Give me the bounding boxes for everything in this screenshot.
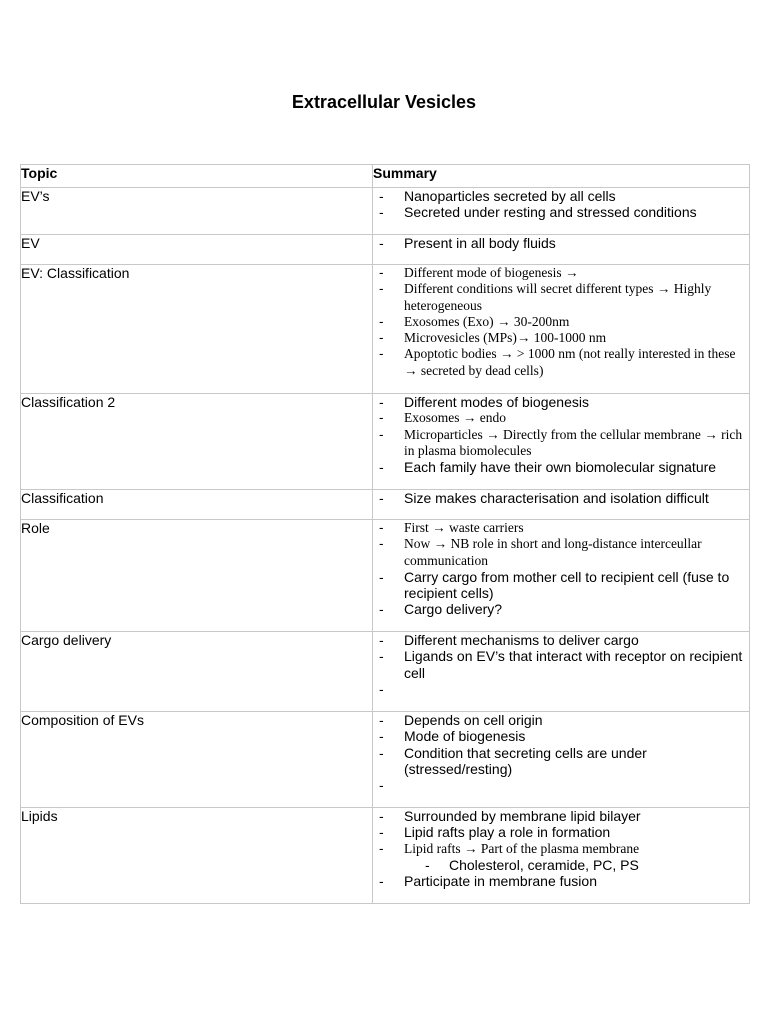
summary-list	[373, 265, 749, 379]
topic-column-header: Topic	[21, 165, 373, 188]
notes-table	[20, 164, 750, 904]
table-row	[21, 235, 750, 265]
sub-bullet-item: - Cholesterol, ceramide, PC, PS	[373, 857, 749, 873]
bullet-item: - Condition that secreting cells are under (stressed/resting)	[373, 745, 749, 778]
topic-cell: Classification 2	[21, 394, 373, 490]
bullet-item: - Different mode of biogenesis →	[373, 265, 749, 281]
table-row	[21, 808, 750, 904]
summary-list	[373, 394, 749, 475]
bullet-item: - Depends on cell origin	[373, 712, 749, 728]
bullet-item: - Cargo delivery?	[373, 601, 749, 617]
bullet-item: - Present in all body fluids	[373, 235, 749, 251]
bullet-item: - Apoptotic bodies → > 1000 nm (not really interested in these → secreted by dead cells)	[373, 346, 749, 379]
table-row	[21, 490, 750, 520]
bullet-item: - Each family have their own biomolecular signature	[373, 459, 749, 475]
topic-cell: EV’s	[21, 188, 373, 235]
summary-list	[373, 188, 749, 221]
bullet-item: - Carry cargo from mother cell to recipient cell (fuse to recipient cells)	[373, 569, 749, 602]
bullet-item: - Exosomes (Exo) → 30-200nm	[373, 314, 749, 330]
topic-cell: Lipids	[21, 808, 373, 904]
summary-list	[373, 235, 749, 251]
bullet-item	[373, 681, 749, 697]
bullet-item: - Microparticles → Directly from the cellular membrane → rich in plasma biomolecules	[373, 427, 749, 460]
bullet-item: - Microvesicles (MPs)→ 100-1000 nm	[373, 330, 749, 346]
topic-cell: Composition of EVs	[21, 712, 373, 808]
topic-cell: EV	[21, 235, 373, 265]
summary-cell	[373, 394, 750, 490]
bullet-item: - First → waste carriers	[373, 520, 749, 536]
bullet-item: - Ligands on EV’s that interact with receptor on recipient cell	[373, 648, 749, 681]
bullet-item: - Size makes characterisation and isolation difficult	[373, 490, 749, 506]
bullet-item: - Participate in membrane fusion	[373, 873, 749, 889]
summary-cell	[373, 235, 750, 265]
bullet-item	[373, 777, 749, 793]
table-row	[21, 188, 750, 235]
table-row	[21, 712, 750, 808]
summary-list	[373, 632, 749, 697]
table-header-row	[21, 165, 750, 188]
summary-cell	[373, 188, 750, 235]
document-title: Extracellular Vesicles	[291, 92, 477, 112]
topic-cell: Cargo delivery	[21, 632, 373, 712]
table-body	[21, 188, 750, 904]
bullet-item: - Mode of biogenesis	[373, 728, 749, 744]
summary-list	[373, 490, 749, 506]
bullet-item: - Different modes of biogenesis	[373, 394, 749, 410]
summary-cell	[373, 808, 750, 904]
bullet-item: - Exosomes → endo	[373, 410, 749, 426]
summary-cell	[373, 265, 750, 394]
table-row	[21, 632, 750, 712]
bullet-item: - Secreted under resting and stressed conditions	[373, 204, 749, 220]
summary-cell	[373, 632, 750, 712]
summary-cell	[373, 490, 750, 520]
bullet-item: - Nanoparticles secreted by all cells	[373, 188, 749, 204]
summary-list	[373, 808, 749, 889]
table-row	[21, 265, 750, 394]
summary-list	[373, 520, 749, 618]
bullet-item: - Different mechanisms to deliver cargo	[373, 632, 749, 648]
topic-cell: EV: Classification	[21, 265, 373, 394]
bullet-item: - Lipid rafts play a role in formation	[373, 824, 749, 840]
table-row	[21, 520, 750, 632]
bullet-item: - Different conditions will secret different types → Highly heterogeneous	[373, 281, 749, 314]
topic-cell: Role	[21, 520, 373, 632]
topic-cell: Classification	[21, 490, 373, 520]
summary-cell	[373, 712, 750, 808]
summary-list	[373, 712, 749, 793]
summary-cell	[373, 520, 750, 632]
bullet-item: - Lipid rafts → Part of the plasma membrane	[373, 841, 749, 857]
table-row	[21, 394, 750, 490]
bullet-item: - Now → NB role in short and long-distance interceullar communication	[373, 536, 749, 569]
bullet-item: - Surrounded by membrane lipid bilayer	[373, 808, 749, 824]
summary-column-header: Summary	[373, 165, 750, 188]
